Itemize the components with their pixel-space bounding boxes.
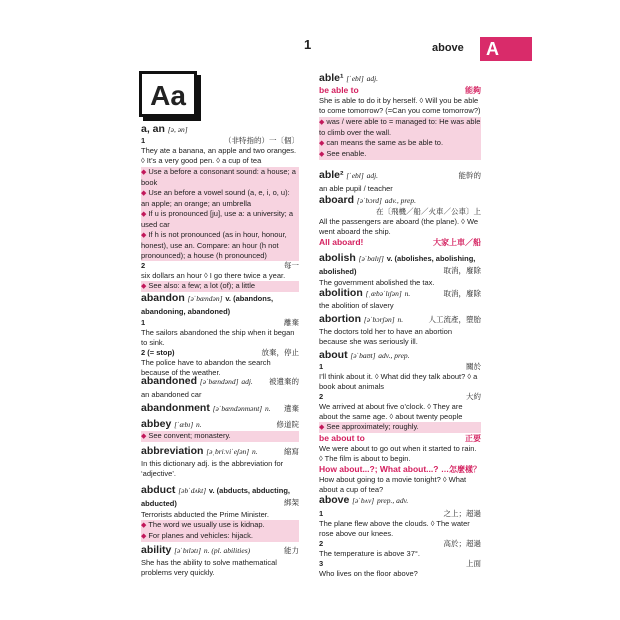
sense-number: 1 bbox=[141, 318, 146, 327]
chinese-gloss: 每一 bbox=[284, 261, 299, 270]
headword[interactable]: abortion bbox=[319, 313, 361, 325]
entry-abolition bbox=[319, 287, 481, 311]
phrase: be about to bbox=[319, 433, 365, 443]
diamond-icon: ◆ bbox=[141, 522, 149, 529]
usage-note: ◆ Use a before a consonant sound: a house; a book bbox=[141, 167, 299, 188]
part-of-speech: n. bbox=[404, 289, 411, 298]
entry-able-2 bbox=[319, 169, 481, 194]
chinese-gloss: 取消，廢除 bbox=[443, 289, 481, 298]
part-of-speech: n. bbox=[196, 420, 202, 429]
diamond-icon: ◆ bbox=[141, 433, 149, 440]
chinese-gloss: 被遺棄的 bbox=[269, 377, 299, 386]
headword[interactable]: abduct bbox=[141, 484, 176, 496]
example: She has the ability to solve mathematical problems very quickly. bbox=[141, 558, 277, 577]
sense-number: 2 bbox=[319, 539, 324, 548]
chinese-gloss: 修道院 bbox=[276, 420, 299, 429]
part-of-speech: adv., prep. bbox=[378, 351, 410, 360]
sense-number: 2 bbox=[319, 392, 324, 401]
pronunciation: [əˌbriːviˈeʃən] bbox=[206, 447, 250, 456]
entry-abbreviation bbox=[141, 445, 299, 479]
example: The temperature is above 37°. bbox=[319, 549, 420, 558]
diamond-icon: ◆ bbox=[141, 533, 149, 540]
example: The police have to abandon the search because of the weather. bbox=[141, 358, 271, 377]
chinese-gloss: 關於 bbox=[466, 362, 481, 371]
part-of-speech: n. (pl. abilities) bbox=[203, 546, 251, 555]
pronunciation: [əˈbɔrʃən] bbox=[363, 315, 395, 324]
pronunciation: [ˌæbəˈlɪʃən] bbox=[365, 289, 402, 298]
headword[interactable]: abandonment bbox=[141, 402, 210, 414]
part-of-speech: adv., prep. bbox=[384, 196, 416, 205]
example: They ate a banana, an apple and two oranges. ◊ It’s a very good pen. ◊ a cup of tea bbox=[141, 146, 297, 165]
phrase-gloss: 大家上車／船 bbox=[433, 238, 481, 247]
usage-note: ◆ Use an before a vowel sound (a, e, i, o, u): an apple; an orange; an umbrella bbox=[141, 188, 299, 209]
usage-note: ◆ See approximately; roughly. bbox=[319, 422, 481, 433]
chinese-gloss: 高於；超過 bbox=[443, 539, 481, 548]
usage-note: ◆ For planes and vehicles: hijack. bbox=[141, 531, 299, 542]
entry-abolish bbox=[319, 252, 481, 288]
chinese-gloss: 在〔飛機／船／火車／公車〕上 bbox=[376, 207, 481, 216]
entry-abbey bbox=[141, 418, 299, 442]
example: Terrorists abducted the Prime Minister. bbox=[141, 510, 269, 519]
headword[interactable]: abbreviation bbox=[141, 445, 204, 457]
chinese-gloss: 綁架 bbox=[284, 498, 299, 507]
pronunciation: [əˈbɪlətɪ] bbox=[174, 546, 202, 555]
part-of-speech: v. (abandons, abandoning, abandoned) bbox=[141, 294, 274, 316]
phrase-gloss: …怎麼樣？ bbox=[441, 465, 481, 474]
example: the abolition of slavery bbox=[319, 301, 394, 310]
entry-aboard bbox=[319, 194, 481, 248]
chinese-gloss: 人工流產，墮胎 bbox=[428, 315, 481, 324]
headword[interactable]: abbey bbox=[141, 418, 172, 430]
pronunciation: [əˈbændən] bbox=[187, 294, 223, 303]
chinese-gloss: 能幹的 bbox=[458, 171, 481, 180]
chinese-gloss: 之上；超過 bbox=[443, 509, 481, 518]
chinese-gloss: （非特指的）一〔個〕 bbox=[224, 136, 299, 145]
example: an able pupil / teacher bbox=[319, 184, 393, 193]
diamond-icon: ◆ bbox=[319, 119, 327, 126]
entry-abduct bbox=[141, 484, 299, 542]
example: Who lives on the floor above? bbox=[319, 569, 418, 578]
diamond-icon: ◆ bbox=[141, 190, 149, 197]
example: The doctors told her to have an abortion because she was seriously ill. bbox=[319, 327, 453, 346]
headword[interactable]: able² bbox=[319, 169, 344, 181]
part-of-speech: prep., adv. bbox=[377, 496, 409, 505]
phrase: be able to bbox=[319, 85, 359, 95]
pronunciation: [ˈebl] bbox=[346, 171, 364, 180]
sense-number: 1 bbox=[319, 362, 324, 371]
part-of-speech: adj. bbox=[366, 74, 379, 83]
pronunciation: [əˈbʌv] bbox=[352, 496, 375, 505]
usage-note: ◆ was / were able to = managed to: He was able to climb over the wall. bbox=[319, 117, 481, 137]
sense-number: 1 bbox=[141, 136, 146, 145]
phrase: How about...?; What about...? bbox=[319, 464, 439, 474]
diamond-icon: ◆ bbox=[141, 283, 149, 290]
chinese-gloss: 能力 bbox=[284, 546, 299, 555]
part-of-speech: n. bbox=[397, 315, 404, 324]
diamond-icon: ◆ bbox=[141, 232, 149, 239]
usage-note: ◆ See enable. bbox=[319, 149, 481, 160]
chinese-gloss: 離棄 bbox=[284, 318, 299, 327]
example: The government abolished the tax. bbox=[319, 278, 435, 287]
headword[interactable]: aboard bbox=[319, 194, 355, 206]
chinese-gloss: 大約 bbox=[466, 392, 481, 401]
entry-a-an bbox=[141, 123, 299, 292]
headword[interactable]: abolition bbox=[319, 287, 363, 299]
entry-abandoned bbox=[141, 375, 299, 400]
pronunciation: [əˈbɔrd] bbox=[356, 196, 382, 205]
diamond-icon: ◆ bbox=[141, 169, 149, 176]
letter-logo: Aa bbox=[139, 71, 197, 117]
entry-about bbox=[319, 349, 481, 495]
headword[interactable]: a, an bbox=[141, 123, 165, 135]
example: We arrived at about five o’clock. ◊ They are about the same age. ◊ about twenty people bbox=[319, 402, 463, 421]
example: I’ll think about it. ◊ What did they talk about? ◊ a book about animals bbox=[319, 372, 478, 391]
usage-note: ◆ If u is pronounced [ju], use a: a university; a used car bbox=[141, 209, 299, 230]
headword[interactable]: ability bbox=[141, 544, 172, 556]
sense-number: 1 bbox=[319, 509, 324, 518]
page-number: 1 bbox=[304, 37, 312, 52]
entry-able-1 bbox=[319, 72, 481, 160]
diamond-icon: ◆ bbox=[141, 211, 149, 218]
entry-abandonment bbox=[141, 402, 299, 415]
sense-number: 3 bbox=[319, 559, 324, 568]
example: All the passengers are aboard (the plane). ◊ We went aboard the ship. bbox=[319, 217, 479, 236]
entry-abandon bbox=[141, 292, 299, 378]
diamond-icon: ◆ bbox=[319, 424, 327, 431]
part-of-speech: v. (abolishes, abolishing, abolished) bbox=[319, 254, 476, 276]
headword[interactable]: abandon bbox=[141, 292, 185, 304]
headword[interactable]: abandoned bbox=[141, 375, 198, 387]
pronunciation: [ə, ən] bbox=[167, 125, 188, 134]
chinese-gloss: 上面 bbox=[466, 559, 481, 568]
example: The plane flew above the clouds. ◊ The water rose above our knees. bbox=[319, 519, 470, 538]
example: six dollars an hour ◊ I go there twice a year. bbox=[141, 271, 286, 280]
sense-number: 2 (= stop) bbox=[141, 348, 175, 357]
example: an abandoned car bbox=[141, 390, 202, 399]
example: In this dictionary adj. is the abbreviation for ‘adjective’. bbox=[141, 459, 284, 478]
entry-ability bbox=[141, 544, 299, 578]
part-of-speech: n. bbox=[251, 447, 258, 456]
part-of-speech: n. bbox=[264, 404, 271, 413]
chinese-gloss: 縮寫 bbox=[284, 447, 299, 456]
letter-tab[interactable]: A bbox=[480, 37, 532, 61]
pronunciation: [əˈbɑlɪʃ] bbox=[358, 254, 384, 263]
sense-number: 2 bbox=[141, 261, 146, 270]
pronunciation: [əbˈdʌkt] bbox=[178, 486, 207, 495]
part-of-speech: v. (abducts, abducting, abducted) bbox=[141, 486, 291, 508]
part-of-speech: adj. bbox=[366, 171, 379, 180]
part-of-speech: adj. bbox=[241, 377, 253, 386]
diamond-icon: ◆ bbox=[319, 140, 327, 147]
guide-word: above bbox=[432, 42, 464, 54]
usage-note: ◆ See also: a few; a lot (of); a little bbox=[141, 281, 299, 292]
diamond-icon: ◆ bbox=[319, 151, 327, 158]
headword[interactable]: above bbox=[319, 494, 350, 506]
usage-note: ◆ If h is not pronounced (as in hour, honour, honest), use an. Compare: an hour (h not pronounced); a house (h pronounced) bbox=[141, 230, 299, 261]
headword[interactable]: abolish bbox=[319, 252, 356, 264]
usage-note: ◆ The word we usually use is kidnap. bbox=[141, 520, 299, 531]
pronunciation: [əˈbændənd] bbox=[199, 377, 239, 386]
pronunciation: [əˈbaʊt] bbox=[350, 351, 376, 360]
phrase-gloss: 正要 bbox=[465, 434, 481, 443]
example: We were about to go out when it started to rain. ◊ The film is about to begin. bbox=[319, 444, 477, 463]
chinese-gloss: 取消，廢除 bbox=[443, 266, 481, 275]
usage-note: ◆ See convent; monastery. bbox=[141, 431, 299, 442]
pronunciation: [əˈbændənmənt] bbox=[212, 404, 263, 413]
phrase-gloss: 能夠 bbox=[465, 86, 481, 95]
headword[interactable]: about bbox=[319, 349, 348, 361]
pronunciation: [ˈebl] bbox=[346, 74, 364, 83]
entry-above bbox=[319, 494, 481, 579]
pronunciation: [ˈæbɪ] bbox=[174, 420, 194, 429]
entry-abortion bbox=[319, 313, 481, 347]
example: The sailors abandoned the ship when it began to sink. bbox=[141, 328, 295, 347]
chinese-gloss: 遺棄 bbox=[284, 404, 299, 413]
example: How about going to a movie tonight? ◊ What about a cup of tea? bbox=[319, 475, 467, 494]
phrase: All aboard! bbox=[319, 237, 364, 247]
example: She is able to do it by herself. ◊ Will you be able to come tomorrow? (=Can you come tomorrow?) bbox=[319, 96, 481, 115]
chinese-gloss: 放棄，停止 bbox=[261, 348, 299, 357]
usage-note: ◆ can means the same as be able to. bbox=[319, 138, 481, 149]
headword[interactable]: able¹ bbox=[319, 72, 344, 84]
